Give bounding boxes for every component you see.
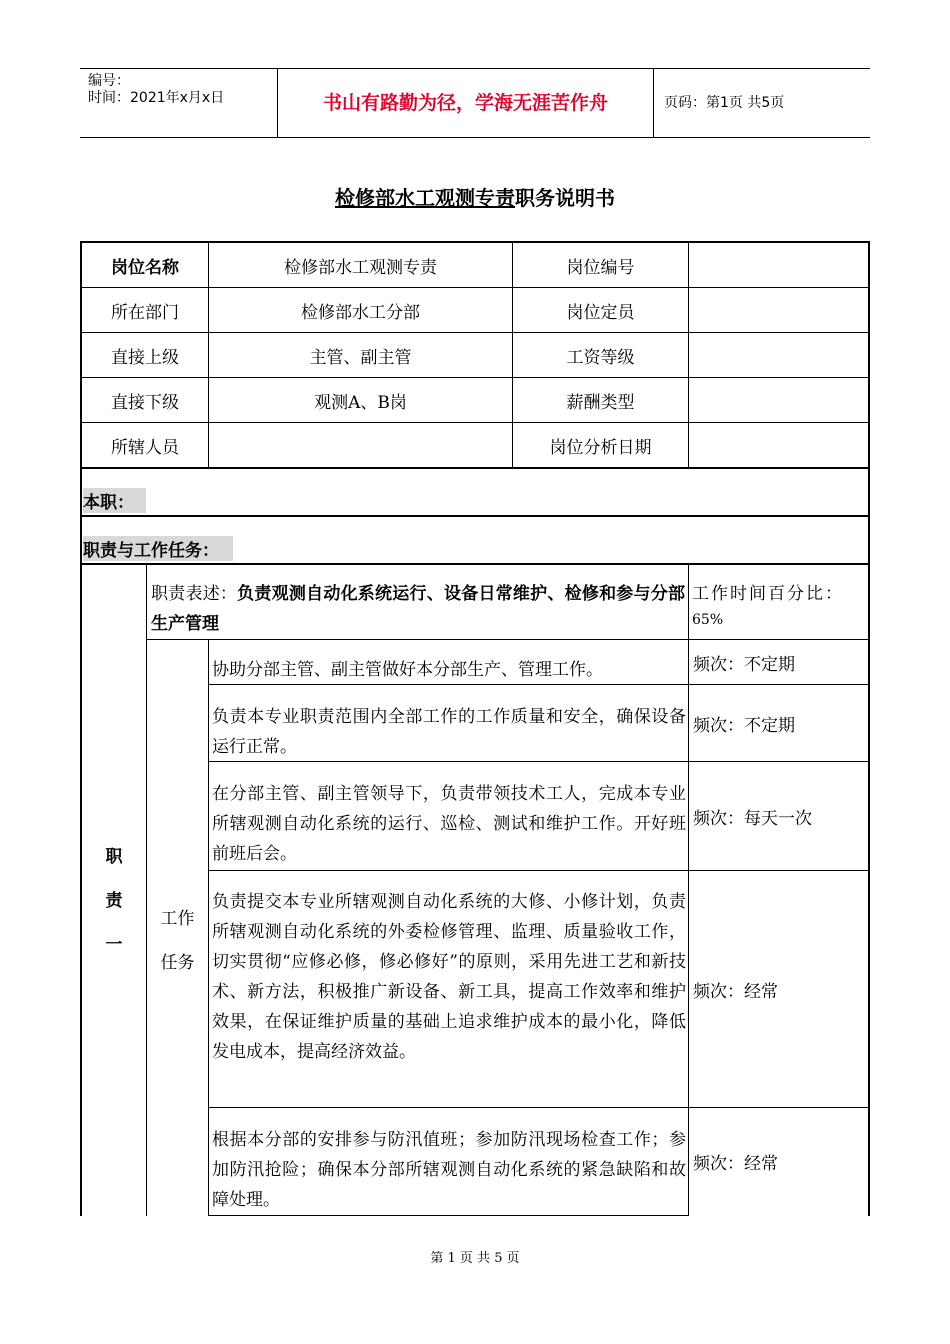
- info-value2-3: [689, 333, 868, 377]
- header-motto: 书山有路勤为径，学海无涯苦作舟: [278, 69, 654, 137]
- title-underlined: 检修部水工观测专责: [335, 186, 515, 210]
- duty-side-char-3: 一: [105, 935, 123, 955]
- info-label2-2: 岗位定员: [566, 302, 635, 323]
- row-divider: [80, 563, 870, 565]
- document-title: [0, 182, 950, 211]
- info-value-1: 检修部水工观测专责: [284, 257, 437, 278]
- info-value-4: 观测A、B岗: [314, 392, 407, 413]
- info-value-2: 检修部水工分部: [301, 302, 420, 323]
- task-freq-2: 频次：不定期: [693, 715, 795, 736]
- info-value-5: [209, 423, 512, 467]
- page-header: [80, 68, 870, 138]
- header-page-info: 页码：第1页 共5页: [664, 95, 785, 111]
- info-label-1: 岗位名称: [111, 257, 179, 278]
- time-label: 时间：2021年x月x日: [88, 90, 225, 106]
- info-label2-5: 岗位分析日期: [549, 437, 652, 458]
- title-rest: 职务说明书: [515, 186, 615, 210]
- task-label-line-1: 工作: [160, 909, 195, 929]
- info-value-3: 主管、副主管: [309, 347, 412, 368]
- task-label-line-2: 任务: [160, 953, 195, 973]
- task-freq-4: 频次：经常: [693, 981, 778, 1002]
- duty-statement-prefix: 职责表述：: [151, 584, 238, 604]
- time-percent: [692, 579, 864, 631]
- col-divider: [146, 565, 147, 1216]
- duty-side-char-1: 职: [105, 847, 123, 867]
- row-divider: [80, 515, 870, 517]
- task-text-5: 根据本分部的安排参与防汛值班；参加防汛现场检查工作；参加防汛抢险；确保本分部所辖观测自动化系统的紧急缺陷和故障处理。: [212, 1130, 686, 1210]
- task-text-2: 负责本专业职责范围内全部工作的工作质量和安全，确保设备运行正常。: [212, 707, 686, 757]
- benzhi-label: [82, 486, 146, 514]
- info-label-3: 直接上级: [111, 347, 179, 368]
- row-divider: [208, 1215, 689, 1216]
- task-text-3: 在分部主管、副主管领导下，负责带领技术工人，完成本专业所辖观测自动化系统的运行、巡检、测试和维护工作。开好班前班后会。: [212, 784, 686, 864]
- info-label2-4: 薪酬类型: [566, 392, 635, 413]
- info-label-5: 所辖人员: [111, 437, 179, 458]
- benzhi-text: 本职：: [83, 488, 146, 513]
- info-value2-5: [689, 423, 868, 467]
- info-label2-3: 工资等级: [566, 347, 635, 368]
- page-footer: 第 1 页 共 5 页: [430, 1251, 520, 1266]
- task-freq-3: 频次：每天一次: [693, 808, 812, 829]
- task-text-4: 负责提交本专业所辖观测自动化系统的大修、小修计划，负责所辖观测自动化系统的外委检修管理、监理、质量验收工作，切实贯彻“应修必修，修必修好”的原则，采用先进工艺和新技术、新方法，积极推广新设备、新工具，提高工作效率和维护效果，在保证维护质量的基础上追求维护成本的最小化，降低发电成本，提高经济效益。: [212, 892, 686, 1062]
- task-freq-5: 频次：经常: [693, 1154, 778, 1174]
- duty-side-char-2: 责: [105, 891, 123, 911]
- header-meta: [80, 69, 278, 137]
- duties-label: [82, 534, 233, 562]
- col-divider: [208, 640, 209, 1216]
- duty-side-label: [82, 835, 146, 967]
- info-value2-2: [689, 288, 868, 332]
- task-text-1: 协助分部主管、副主管做好本分部生产、管理工作。: [212, 660, 603, 680]
- info-label-4: 直接下级: [111, 392, 179, 413]
- duty-statement: [151, 579, 685, 639]
- info-label-2: 所在部门: [111, 302, 179, 323]
- time-percent-value: 65%: [692, 612, 724, 628]
- task-freq-1: 频次：不定期: [693, 654, 795, 675]
- number-label: 编号：: [88, 73, 130, 89]
- info-value2-1: [689, 243, 868, 287]
- duties-text: 职责与工作任务：: [83, 536, 233, 561]
- row-divider: [80, 467, 870, 469]
- task-label: [147, 897, 208, 985]
- info-value2-4: [689, 378, 868, 422]
- duty-statement-text: 负责观测自动化系统运行、设备日常维护、检修和参与分部生产管理: [151, 584, 686, 634]
- time-percent-label: 工作时间百分比：: [692, 584, 844, 604]
- info-label2-1: 岗位编号: [566, 257, 635, 278]
